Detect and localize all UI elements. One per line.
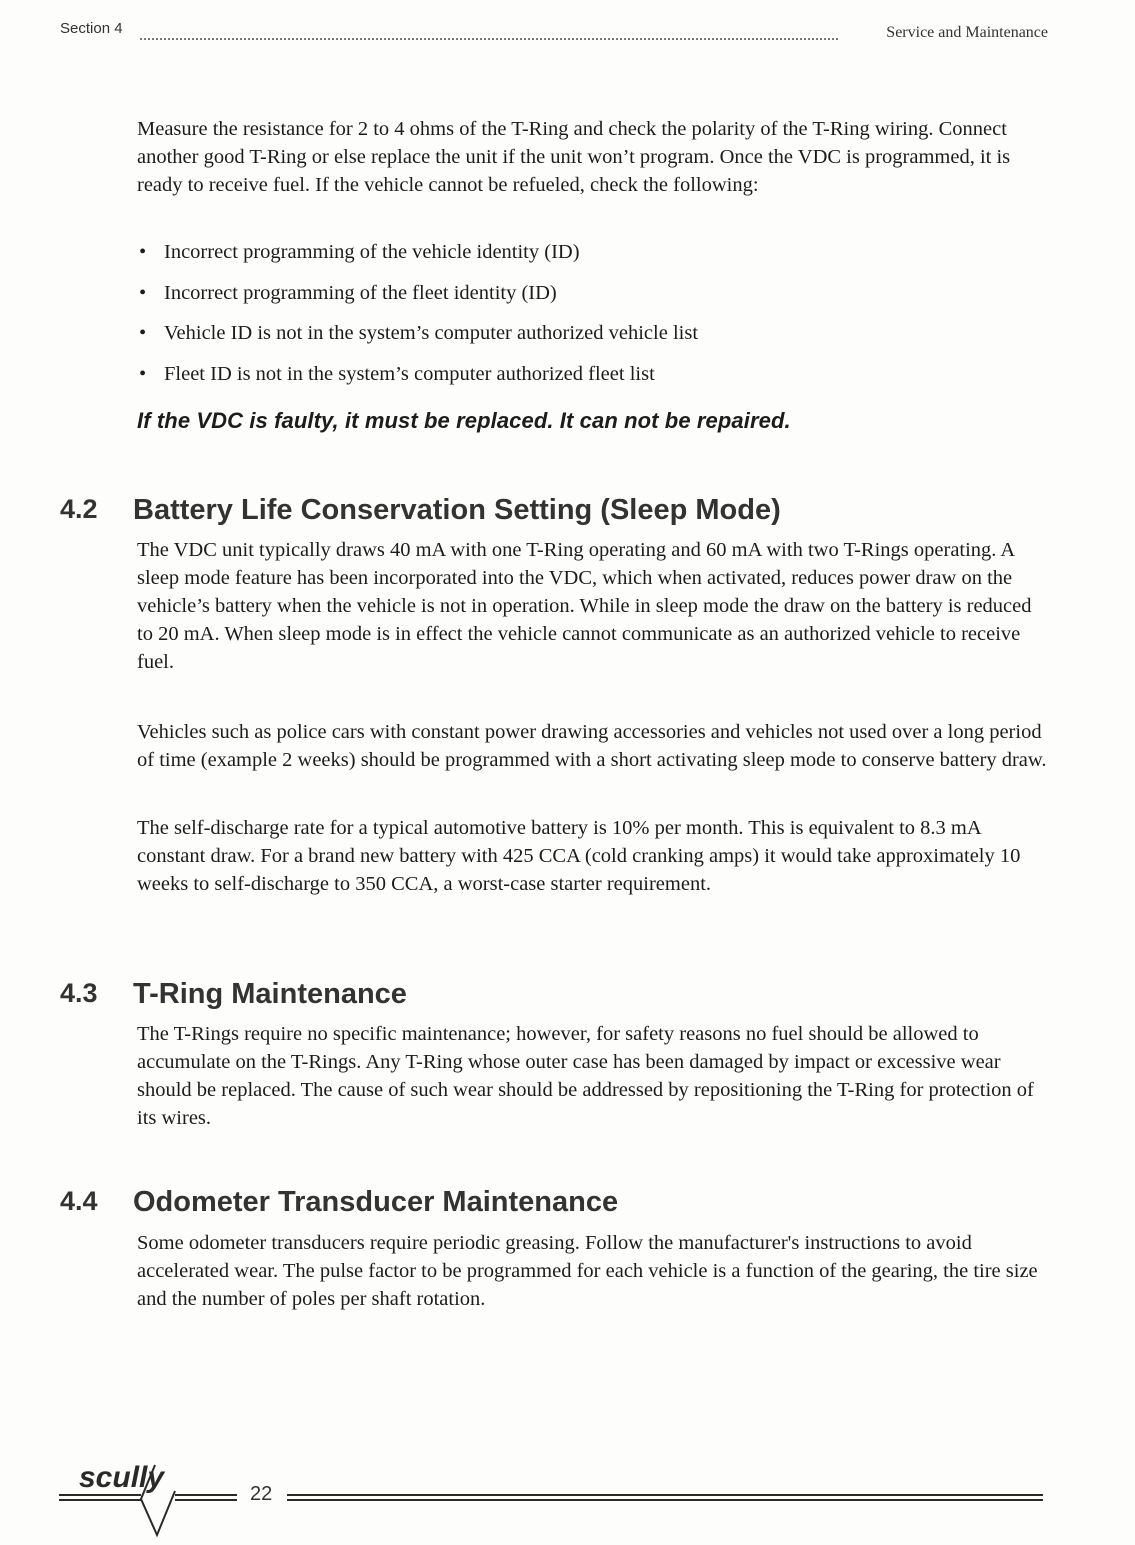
footer-rule-graphic xyxy=(55,1455,1045,1540)
header-title: Service and Maintenance xyxy=(886,24,1048,41)
page-header xyxy=(60,18,1048,44)
bullet-icon: • xyxy=(139,362,147,385)
warning-note: If the VDC is faulty, it must be replaced. It can not be repaired. xyxy=(137,408,791,433)
section-paragraph: The self-discharge rate for a typical automotive battery is 10% per month. This is equivalent to 8.3 mA constant draw. For a brand new battery with 425 CCA (cold cranking amps) it would take approximately 10 weeks to self-discharge to 350 CCA, a worst-case starter requirement. xyxy=(137,817,1021,895)
section-paragraph: Some odometer transducers require periodic greasing. Follow the manufacturer's instructions to avoid accelerated wear. The pulse factor to be programmed for each vehicle is a function of the gearing, the tire size and the number of poles per shaft rotation. xyxy=(137,1232,1038,1310)
section-title: Odometer Transducer Maintenance xyxy=(133,1186,619,1218)
section-number: 4.3 xyxy=(60,978,98,1008)
list-item: • Incorrect programming of the fleet identity (ID) xyxy=(137,279,1037,320)
section-paragraph: The T-Rings require no specific maintenance; however, for safety reasons no fuel should be allowed to accumulate on the T-Rings. Any T-Ring whose outer case has been damaged by impact or excessive wear should be replaced. The cause of such wear should be addressed by repositioning the T-Ring for protection of its wires. xyxy=(137,1023,1034,1129)
list-item: • Incorrect programming of the vehicle identity (ID) xyxy=(137,238,1037,279)
section-number: 4.4 xyxy=(60,1186,98,1216)
section-title: Battery Life Conservation Setting (Sleep Mode) xyxy=(133,494,781,526)
section-paragraph: Vehicles such as police cars with constant power drawing accessories and vehicles not used over a long period of time (example 2 weeks) should be programmed with a short activating sleep mode to conserve battery draw. xyxy=(137,721,1047,771)
header-section: Section 4 xyxy=(60,20,123,37)
bullet-icon: • xyxy=(139,281,147,304)
list-item: • Fleet ID is not in the system’s computer authorized fleet list xyxy=(137,360,1037,401)
list-item: • Vehicle ID is not in the system’s computer authorized vehicle list xyxy=(137,319,1037,360)
page-footer xyxy=(55,1455,1045,1540)
header-leader-dots xyxy=(140,38,838,40)
section-number: 4.2 xyxy=(60,494,98,524)
check-list xyxy=(137,238,1037,400)
bullet-icon: • xyxy=(139,241,147,263)
intro-paragraph: Measure the resistance for 2 to 4 ohms of the T-Ring and check the polarity of the T-Ring wiring. Connect another good T-Ring or else replace the unit if the unit won’t program. Once the VDC is programmed, it is ready to receive fuel. If the vehicle cannot be refueled, check the following: xyxy=(137,118,1011,196)
section-paragraph: The VDC unit typically draws 40 mA with one T-Ring operating and 60 mA with two T-Rings operating. A sleep mode feature has been incorporated into the VDC, which when activated, reduces power draw on the vehicle’s battery when the vehicle is not in operation. While in sleep mode the draw on the battery is reduced to 20 mA. When sleep mode is in effect the vehicle cannot communicate as an authorized vehicle to receive fuel. xyxy=(137,539,1032,673)
page-number: 22 xyxy=(250,1483,273,1505)
bullet-icon: • xyxy=(139,322,147,344)
section-title: T-Ring Maintenance xyxy=(133,978,407,1010)
scully-logo: scully xyxy=(79,1461,165,1494)
